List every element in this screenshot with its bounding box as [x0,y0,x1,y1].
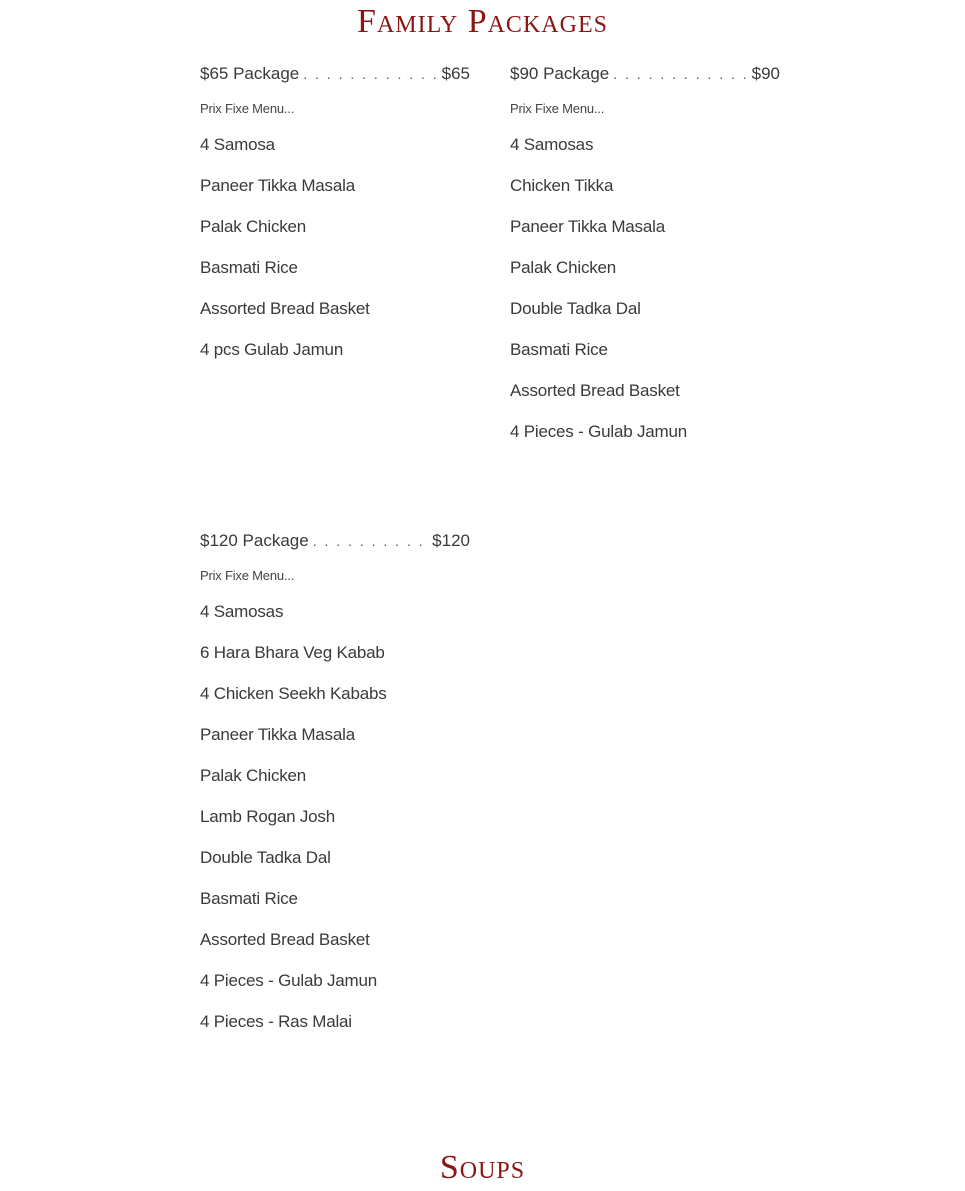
package-120 [200,529,470,1053]
package-items [200,602,470,1053]
package-name: $120 Package [200,531,309,550]
menu-item: Paneer Tikka Masala [200,725,355,744]
package-90 [510,62,780,463]
menu-item: 4 Samosas [510,135,594,154]
menu-item: Assorted Bread Basket [510,381,680,400]
family-packages-title: Family Packages [357,3,608,40]
package-items [510,135,780,463]
package-subtitle: Prix Fixe Menu... [510,101,605,116]
menu-item: Double Tadka Dal [510,299,641,318]
package-header [200,62,470,86]
package-price: $90 [751,64,780,83]
soups-title: Soups [439,1149,526,1186]
menu-item: Assorted Bread Basket [200,299,370,318]
menu-item: 4 Chicken Seekh Kababs [200,684,387,703]
menu-item: Chicken Tikka [510,176,614,195]
menu-item: Basmati Rice [200,889,298,908]
menu-item: Lamb Rogan Josh [200,807,335,826]
menu-item: 6 Hara Bhara Veg Kabab [200,643,385,662]
package-65 [200,62,470,381]
package-items [200,135,470,381]
menu-item: Assorted Bread Basket [200,930,370,949]
menu-item: Paneer Tikka Masala [510,217,665,236]
menu-item: 4 Pieces - Gulab Jamun [510,422,688,441]
package-header [510,62,780,86]
package-subtitle: Prix Fixe Menu... [200,568,295,583]
dot-leader [313,529,428,553]
menu-item: Paneer Tikka Masala [200,176,355,195]
menu-item: 4 Samosa [200,135,275,154]
menu-item: Double Tadka Dal [200,848,331,867]
package-subtitle: Prix Fixe Menu... [200,101,295,116]
menu-item: Palak Chicken [510,258,617,277]
package-name: $65 Package [200,64,300,83]
menu-item: 4 pcs Gulab Jamun [200,340,344,359]
menu-item: Palak Chicken [200,217,307,236]
package-name: $90 Package [510,64,610,83]
package-price: $120 [432,531,470,550]
menu-item: 4 Samosas [200,602,284,621]
dot-leader [303,62,437,86]
menu-item: Palak Chicken [200,766,307,785]
menu-item: Basmati Rice [510,340,608,359]
package-price: $65 [441,64,470,83]
menu-item: 4 Pieces - Ras Malai [200,1012,352,1031]
package-header [200,529,470,553]
menu-item: 4 Pieces - Gulab Jamun [200,971,378,990]
menu-item: Basmati Rice [200,258,298,277]
dot-leader [613,62,747,86]
